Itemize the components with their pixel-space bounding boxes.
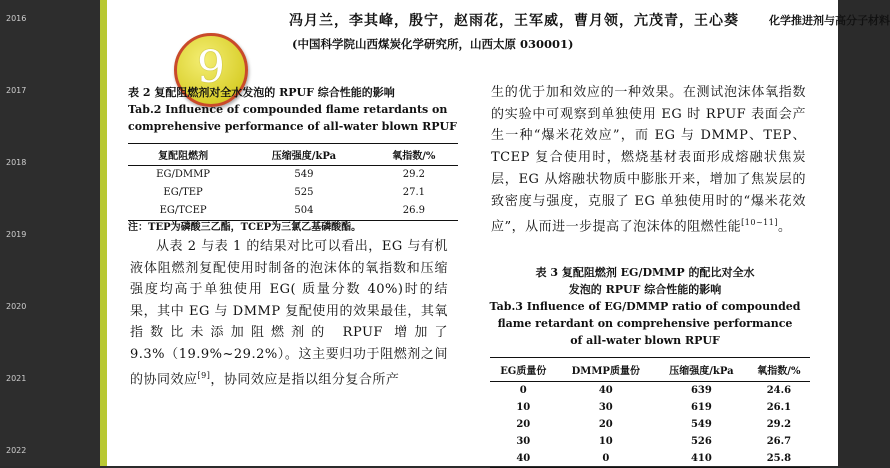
table3-caption-en: Tab.3 Influence of EG/DMMP ratio of compounded bbox=[489, 300, 801, 313]
table2-note: 注：TEP为磷酸三乙酯，TCEP为三氯乙基磷酸酯。 bbox=[128, 222, 362, 233]
table3-caption-cn: 发泡的 RPUF 综合性能的影响 bbox=[568, 283, 722, 296]
table-cell: EG/TCEP bbox=[128, 202, 238, 221]
authors: 冯月兰，李其峰，殷宁，赵雨花，王军威，曹月领，亢茂青，王心葵 bbox=[289, 13, 739, 29]
table2 bbox=[128, 143, 458, 221]
badge-number: 9 bbox=[197, 42, 225, 93]
table3-caption-en: of all-water blown RPUF bbox=[570, 334, 720, 347]
timeline-strip bbox=[0, 0, 100, 466]
table-cell: 549 bbox=[294, 169, 314, 180]
column-header: EG质量份 bbox=[490, 358, 557, 382]
table3 bbox=[490, 357, 810, 468]
column-header: 压缩强度/kPa bbox=[655, 358, 748, 382]
table-cell: 525 bbox=[294, 187, 314, 198]
timeline-year[interactable]: 2018 bbox=[6, 158, 27, 167]
accent-band bbox=[100, 0, 107, 466]
table-cell: 504 bbox=[238, 202, 370, 221]
column-header: 氧指数/% bbox=[370, 144, 458, 166]
table-cell: 0 bbox=[557, 450, 656, 468]
table2-caption-cn: 表 2 复配阻燃剂对全水发泡的 RPUF 综合性能的影响 bbox=[128, 86, 395, 99]
table-cell: 40 bbox=[598, 385, 613, 396]
table-cell: EG/TEP bbox=[163, 187, 203, 198]
body-paragraph: 从表 2 与表 1 的结果对比可以看出，EG 与有机液体阻燃剂复配使用时制备的泡沫体的氧指数和压缩强度均高于单独使用 EG( 质量分数 40%)时的结果，其中 EG 与 DMMP 复配使用的效果最佳，其氧指数比未添加阻燃剂的 RPUF 增加了 9.3%（19.9%~29.2%）。这主要归功于阻燃剂之间的协同效应 bbox=[130, 239, 448, 388]
table-cell: 20 bbox=[516, 419, 531, 430]
table-row bbox=[128, 166, 458, 185]
affiliation: (中国科学院山西煤炭化学研究所，山西太原 030001) bbox=[292, 37, 574, 51]
table-row bbox=[490, 399, 810, 416]
table-header-row bbox=[490, 358, 810, 382]
column-header: 压缩强度/kPa bbox=[238, 144, 370, 166]
column-header: 氧指数/% bbox=[748, 358, 810, 382]
table-cell: 639 bbox=[690, 385, 712, 396]
table3-caption bbox=[480, 264, 810, 349]
table-cell: 10 bbox=[598, 436, 613, 447]
table-cell: 27.1 bbox=[402, 187, 425, 198]
table-cell: 10 bbox=[516, 402, 531, 413]
table-row bbox=[490, 433, 810, 450]
body-right-column bbox=[491, 82, 806, 238]
table-row bbox=[128, 184, 458, 202]
citation-ref[interactable]: [10~11] bbox=[741, 218, 778, 228]
table2-caption bbox=[128, 84, 458, 135]
timeline-year[interactable]: 2022 bbox=[6, 446, 27, 455]
body-paragraph: 生的优于加和效应的一种效果。在测试泡沫体氧指数的实验中可观察到单独使用 EG 时 RPUF 表面会产生一种“爆米花效应”，而 EG 与 DMMP、TEP、TCEP 复合使用时，燃烧基材表面形成熔融状焦炭层，EG 从熔融状物质中膨胀开来，增加了焦炭层的致密度与强度，克服了 EG 单独使用时的“爆米花效应”，从而进一步提高了泡沫体的阻燃性能 bbox=[491, 85, 806, 235]
timeline-year[interactable]: 2020 bbox=[6, 302, 27, 311]
document-page bbox=[107, 0, 890, 466]
table-cell: 526 bbox=[690, 436, 712, 447]
citation-ref[interactable]: [9] bbox=[197, 371, 211, 380]
column-header: DMMP质量份 bbox=[557, 358, 656, 382]
table-cell: 30 bbox=[516, 436, 531, 447]
column-header: 复配阻燃剂 bbox=[128, 144, 238, 166]
table-cell: 410 bbox=[655, 450, 748, 468]
table-cell: 30 bbox=[598, 402, 613, 413]
table-cell: 20 bbox=[598, 419, 613, 430]
journal-name: 化学推进剂与高分子材料 bbox=[769, 14, 890, 27]
body-paragraph-tail: ，协同效应是指以组分复合所产 bbox=[210, 372, 400, 388]
body-paragraph-tail: 。 bbox=[777, 219, 792, 235]
table-header-row bbox=[128, 144, 458, 166]
table-cell: 26.9 bbox=[370, 202, 458, 221]
table-cell: EG/DMMP bbox=[156, 169, 211, 180]
table-row bbox=[490, 450, 810, 468]
timeline-year[interactable]: 2017 bbox=[6, 86, 27, 95]
table2-caption-en: Tab.2 Influence of compounded flame retardants on bbox=[128, 103, 448, 116]
table-cell: 0 bbox=[519, 385, 527, 396]
table2-caption-en: comprehensive performance of all-water blown RPUF bbox=[128, 120, 457, 133]
table-row bbox=[490, 382, 810, 400]
timeline-year[interactable]: 2019 bbox=[6, 230, 27, 239]
table3-caption-en: flame retardant on comprehensive performance bbox=[497, 317, 793, 330]
table-cell: 29.2 bbox=[766, 419, 792, 430]
table-cell: 619 bbox=[690, 402, 712, 413]
table-row bbox=[490, 416, 810, 433]
table3-caption-cn: 表 3 复配阻燃剂 EG/DMMP 的配比对全水 bbox=[535, 266, 755, 279]
body-left-column bbox=[130, 236, 448, 391]
table-cell: 26.7 bbox=[766, 436, 792, 447]
table-cell: 25.8 bbox=[748, 450, 810, 468]
timeline-year[interactable]: 2021 bbox=[6, 374, 27, 383]
table-cell: 549 bbox=[690, 419, 712, 430]
table-cell: 26.1 bbox=[766, 402, 792, 413]
timeline-year[interactable]: 2016 bbox=[6, 14, 27, 23]
table-cell: 40 bbox=[490, 450, 557, 468]
table-cell: 24.6 bbox=[766, 385, 792, 396]
table-cell: 29.2 bbox=[402, 169, 425, 180]
